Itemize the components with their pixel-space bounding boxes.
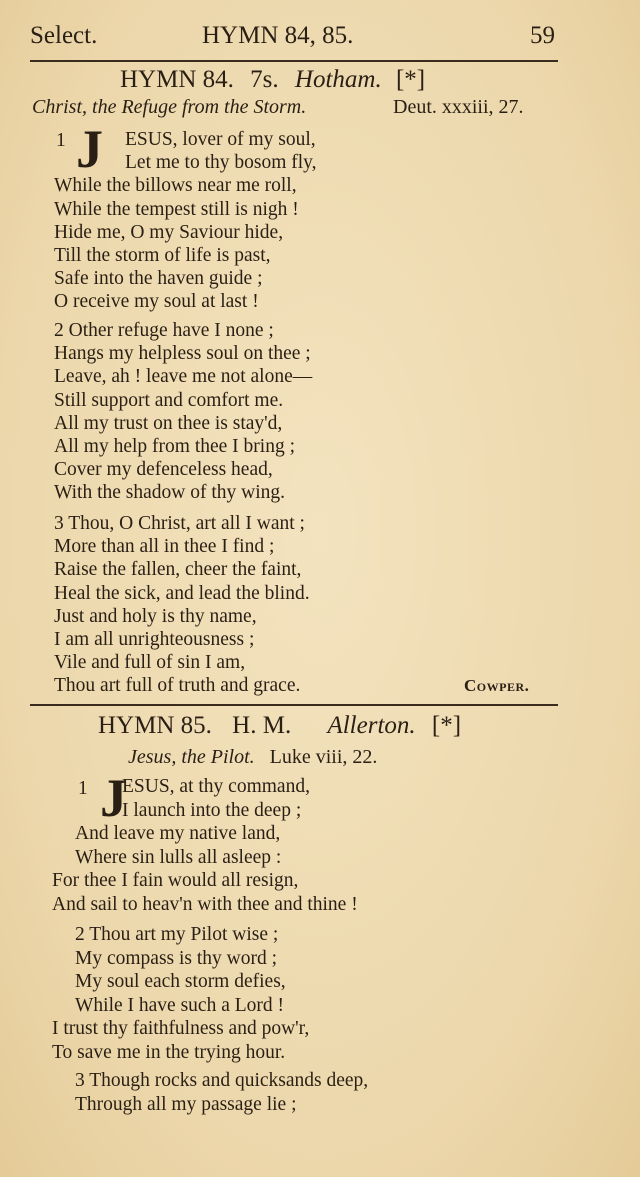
hymn-84-title [120, 66, 425, 94]
hymn-divider-rule [30, 704, 558, 706]
verse-line: With the shadow of thy wing. [54, 482, 286, 504]
hymn-85-mark: [*] [431, 712, 462, 739]
hymn-85-dropcap: J [100, 768, 127, 828]
verse-line: Cover my defenceless head, [54, 459, 273, 481]
hymn-85-theme: Jesus, the Pilot. [128, 746, 255, 768]
verse-line: All my help from thee I bring ; [54, 436, 295, 457]
verse-line: Leave, ah ! leave me not alone— [54, 366, 313, 388]
page-number: 59 [530, 22, 555, 49]
verse-line: Just and holy is thy name, [54, 605, 257, 627]
hymn-85-verse-1-number: 1 [78, 778, 88, 799]
verse-line: ESUS, lover of my soul, [125, 129, 316, 150]
hymn-85-subtitle [128, 746, 377, 769]
verse-line: Still support and comfort me. [54, 389, 284, 411]
verse-line: And leave my native land, [75, 823, 281, 844]
verse-line: Till the storm of life is past, [54, 245, 271, 266]
verse-line: Safe into the haven guide ; [54, 268, 263, 290]
verse-line: For thee I fain would all resign, [52, 870, 299, 891]
verse-line: My soul each storm defies, [75, 971, 286, 992]
hymn-84-subtitle [32, 96, 306, 119]
verse-line: While the tempest still is nigh ! [54, 198, 299, 220]
hymn-85-meter: H. M. [232, 712, 292, 739]
hymn-84-theme-pre: Christ [32, 96, 83, 118]
verse-line: 3 Though rocks and quicksands deep, [75, 1070, 369, 1091]
hymn-84-tune: Hotham. [294, 66, 382, 93]
verse-line: 2 Other refuge have I none ; [54, 320, 274, 341]
hymn-85-tune: Allerton. [327, 712, 416, 739]
verse-line: Through all my passage lie ; [75, 1093, 297, 1115]
verse-line: Heal the sick, and lead the blind. [54, 582, 310, 604]
verse-line: More than all in thee I find ; [54, 536, 275, 558]
verse-line: O receive my soul at last ! [54, 291, 259, 313]
verse-line: Hide me, O my Saviour hide, [54, 221, 284, 243]
verse-line: Let me to thy bosom fly, [125, 152, 317, 174]
verse-line: ESUS, at thy command, [122, 776, 310, 797]
verse-line: Raise the fallen, cheer the faint, [54, 559, 302, 581]
verse-line: I launch into the deep ; [122, 799, 302, 821]
hymn-84-mark: [*] [395, 66, 426, 93]
verse-line: To save me in the trying hour. [52, 1041, 286, 1063]
hymn-84-meter: 7s. [250, 66, 279, 93]
header-rule [30, 60, 558, 62]
verse-line: I am all unrighteousness ; [54, 629, 255, 650]
running-head-section: Select. [30, 22, 98, 49]
hymn-84-author: Cowper. [464, 676, 530, 695]
running-head [30, 22, 560, 52]
hymn-84-dropcap: J [76, 119, 103, 179]
verse-line: Thou art full of truth and grace. [54, 675, 301, 697]
verse-line: Where sin lulls all asleep : [75, 846, 282, 868]
verse-line: Vile and full of sin I am, [54, 652, 246, 674]
verse-line: Hangs my helpless soul on thee ; [54, 343, 311, 365]
hymn-85-number: HYMN 85. [98, 712, 212, 739]
verse-line: 3 Thou, O Christ, art all I want ; [54, 513, 305, 534]
running-head-title: HYMN 84, 85. [202, 22, 354, 49]
hymn-84-number: HYMN 84. [120, 66, 234, 93]
hymn-85-title [98, 712, 461, 740]
verse-line: 2 Thou art my Pilot wise ; [75, 924, 279, 945]
hymn-84-scripture: Deut. xxxiii, 27. [393, 96, 524, 118]
verse-line: While the billows near me roll, [54, 175, 297, 197]
verse-line: And sail to heav'n with thee and thine ! [52, 893, 358, 915]
hymn-84-verse-1-number: 1 [56, 130, 66, 151]
hymn-84-theme: , the Refuge from the Storm. [82, 96, 307, 118]
verse-line: All my trust on thee is stay'd, [54, 412, 283, 434]
verse-line: My compass is thy word ; [75, 947, 278, 969]
verse-line: While I have such a Lord ! [75, 994, 284, 1016]
verse-line: I trust thy faithfulness and pow'r, [52, 1018, 310, 1039]
hymn-85-scripture: Luke viii, 22. [269, 746, 378, 768]
